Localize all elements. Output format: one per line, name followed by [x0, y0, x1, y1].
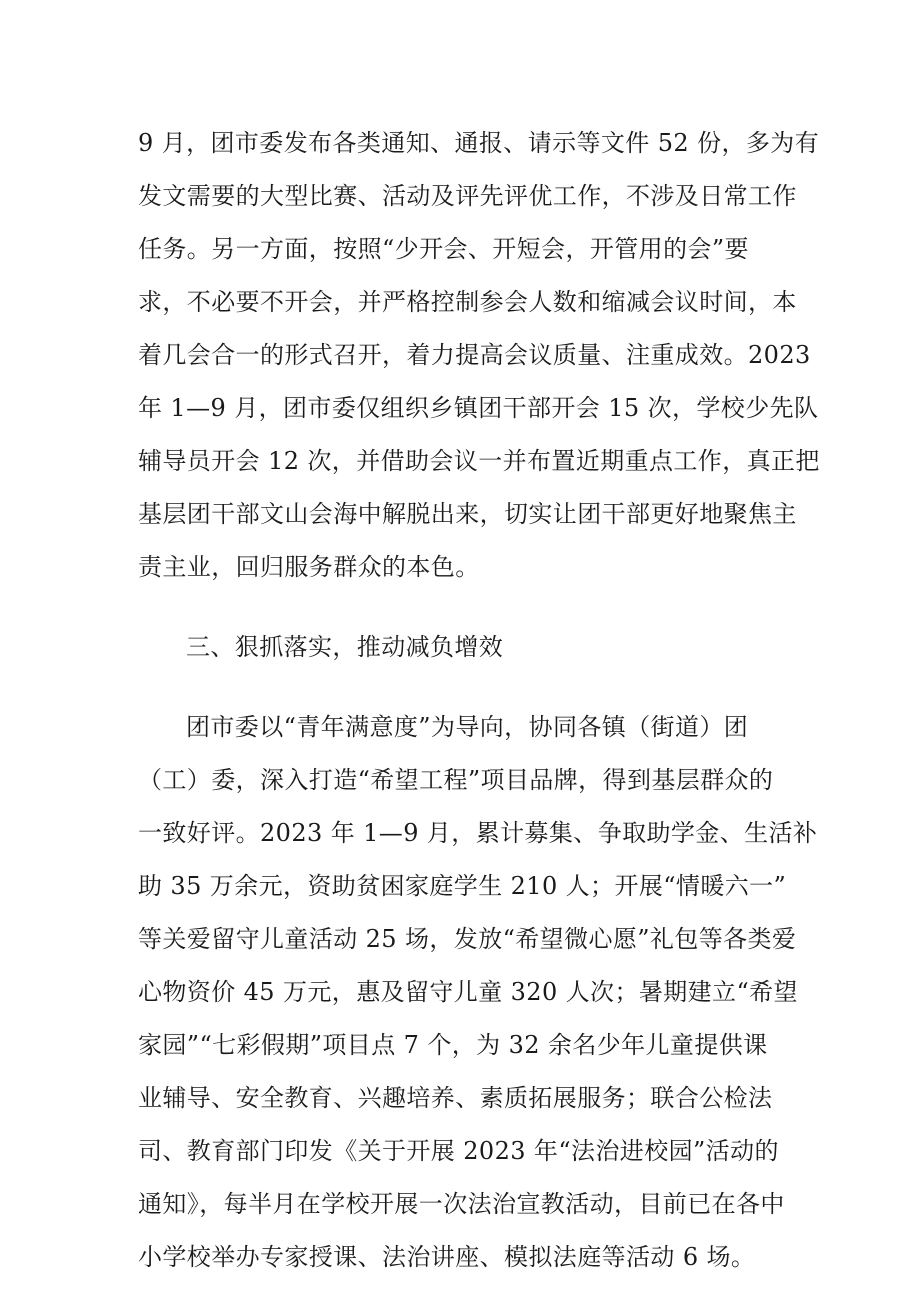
paragraph-1-line-3: 任务。另一方面，按照“少开会、开短会，开管用的会”要 [138, 235, 749, 263]
paragraph-2-line-3: 一致好评。2023 年 1—9 月，累计募集、争取助学金、生活补 [138, 819, 818, 847]
paragraph-1-line-2: 发文需要的大型比赛、活动及评先评优工作，不涉及日常工作 [138, 182, 797, 210]
paragraph-2-line-10: 通知》，每半月在学校开展一次法治宣教活动，目前已在各中 [138, 1190, 785, 1218]
paragraph-2-line-7: 家园”“七彩假期”项目点 7 个，为 32 余名少年儿童提供课 [138, 1031, 768, 1059]
paragraph-1-line-4: 求，不必要不开会，并严格控制参会人数和缩减会议时间，本 [138, 288, 797, 316]
paragraph-1-line-8: 基层团干部文山会海中解脱出来，切实让团干部更好地聚焦主 [138, 500, 797, 528]
paragraph-2-line-8: 业辅导、安全教育、兴趣培养、素质拓展服务；联合公检法 [138, 1084, 773, 1112]
paragraph-2-line-1: 团市委以“青年满意度”为导向，协同各镇（街道）团 [186, 713, 749, 741]
paragraph-1-line-5: 着几会合一的形式召开，着力提高会议质量、注重成效。2023 [138, 341, 811, 369]
paragraph-2-line-11: 小学校举办专家授课、法治讲座、模拟法庭等活动 6 场。 [138, 1243, 756, 1271]
paragraph-1-line-1: 9 月，团市委发布各类通知、通报、请示等文件 52 份，多为有 [138, 129, 820, 157]
paragraph-1-line-9: 责主业，回归服务群众的本色。 [138, 553, 480, 581]
paragraph-2-line-6: 心物资价 45 万元，惠及留守儿童 320 人次；暑期建立“希望 [138, 978, 798, 1006]
paragraph-1-line-7: 辅导员开会 12 次，并借助会议一并布置近期重点工作，真正把 [138, 447, 820, 475]
paragraph-1-line-6: 年 1—9 月，团市委仅组织乡镇团干部开会 15 次，学校少先队 [138, 394, 819, 422]
paragraph-2-line-9: 司、教育部门印发《关于开展 2023 年“法治进校园”活动的 [138, 1137, 779, 1165]
paragraph-2-line-4: 助 35 万余元，资助贫困家庭学生 210 人；开展“情暖六一” [138, 872, 787, 900]
section-heading: 三、狠抓落实，推动减负增效 [186, 633, 504, 661]
paragraph-2-line-5: 等关爱留守儿童活动 25 场，发放“希望微心愿”礼包等各类爱 [138, 925, 797, 953]
paragraph-2-line-2: （工）委，深入打造“希望工程”项目品牌，得到基层群众的 [138, 766, 774, 794]
